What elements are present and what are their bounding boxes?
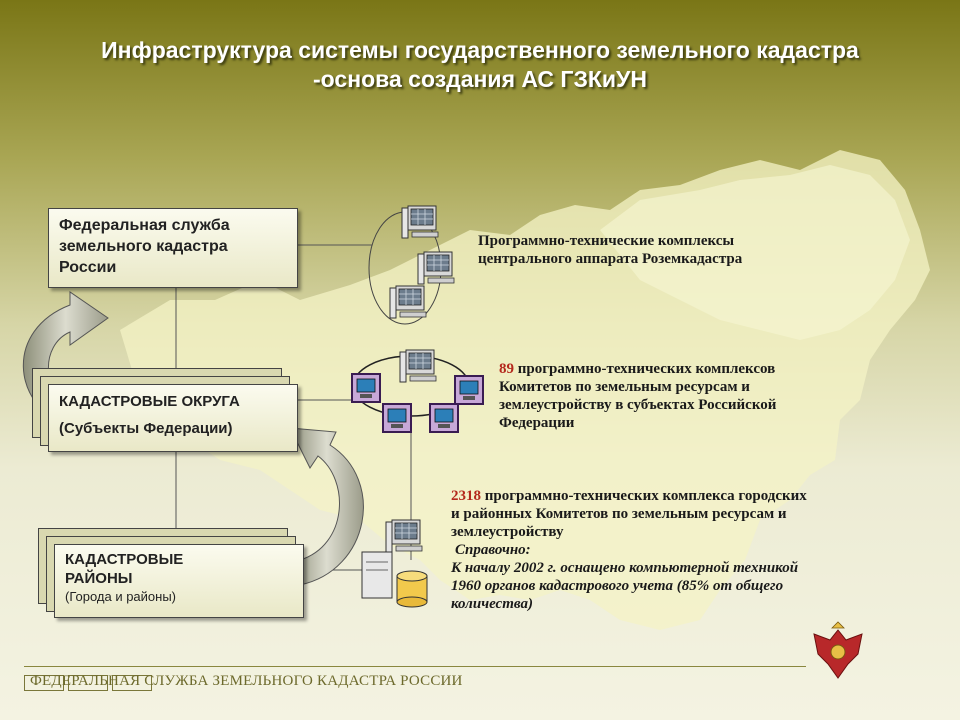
district-line-3: землеустройству bbox=[451, 524, 564, 540]
title-line-1: Инфраструктура системы государственного земельного кадастра bbox=[101, 37, 859, 63]
regional-line-2: Комитетов по земельным ресурсам и bbox=[499, 379, 750, 395]
reference-line-1: К началу 2002 г. оснащено компьютерной техникой bbox=[451, 560, 799, 576]
rayon-line-3: (Города и районы) bbox=[65, 589, 177, 604]
district-line-1: программно-технических комплекса городских bbox=[481, 488, 807, 504]
district-line-2: и районных Комитетов по земельным ресурсам и bbox=[451, 506, 787, 522]
regional-line-3: землеустройству в субъектах Российской bbox=[499, 397, 777, 413]
federal-line-2: земельного кадастра bbox=[59, 238, 228, 255]
footer-divider bbox=[24, 666, 806, 667]
reference-line-2: 1960 органов кадастрового учета (85% от общего bbox=[451, 578, 784, 594]
federal-line-1: Федеральная служба bbox=[59, 217, 230, 234]
district-count: 2318 bbox=[451, 488, 481, 504]
reference-line-3: количества) bbox=[451, 596, 533, 612]
rayon-line-2: РАЙОНЫ bbox=[65, 570, 133, 587]
okrug-line-1: КАДАСТРОВЫЕ ОКРУГА bbox=[59, 393, 240, 410]
regional-line-1: программно-технических комплексов bbox=[514, 361, 776, 377]
footer-text: ФЕДЕРАЛЬНАЯ СЛУЖБА ЗЕМЕЛЬНОГО КАДАСТРА РОССИИ bbox=[30, 673, 463, 689]
federal-line-3: России bbox=[59, 259, 117, 276]
regional-count: 89 bbox=[499, 361, 514, 377]
regional-line-4: Федерации bbox=[499, 415, 575, 431]
rayon-line-1: КАДАСТРОВЫЕ bbox=[65, 551, 184, 568]
central-line-1: Программно-технические комплексы bbox=[478, 233, 735, 249]
okrug-line-2: (Субъекты Федерации) bbox=[59, 420, 233, 437]
title-line-2: -основа создания АС ГЗКиУН bbox=[313, 66, 647, 92]
reference-label: Справочно: bbox=[455, 542, 531, 558]
central-line-2: центрального аппарата Роземкадастра bbox=[478, 251, 743, 267]
